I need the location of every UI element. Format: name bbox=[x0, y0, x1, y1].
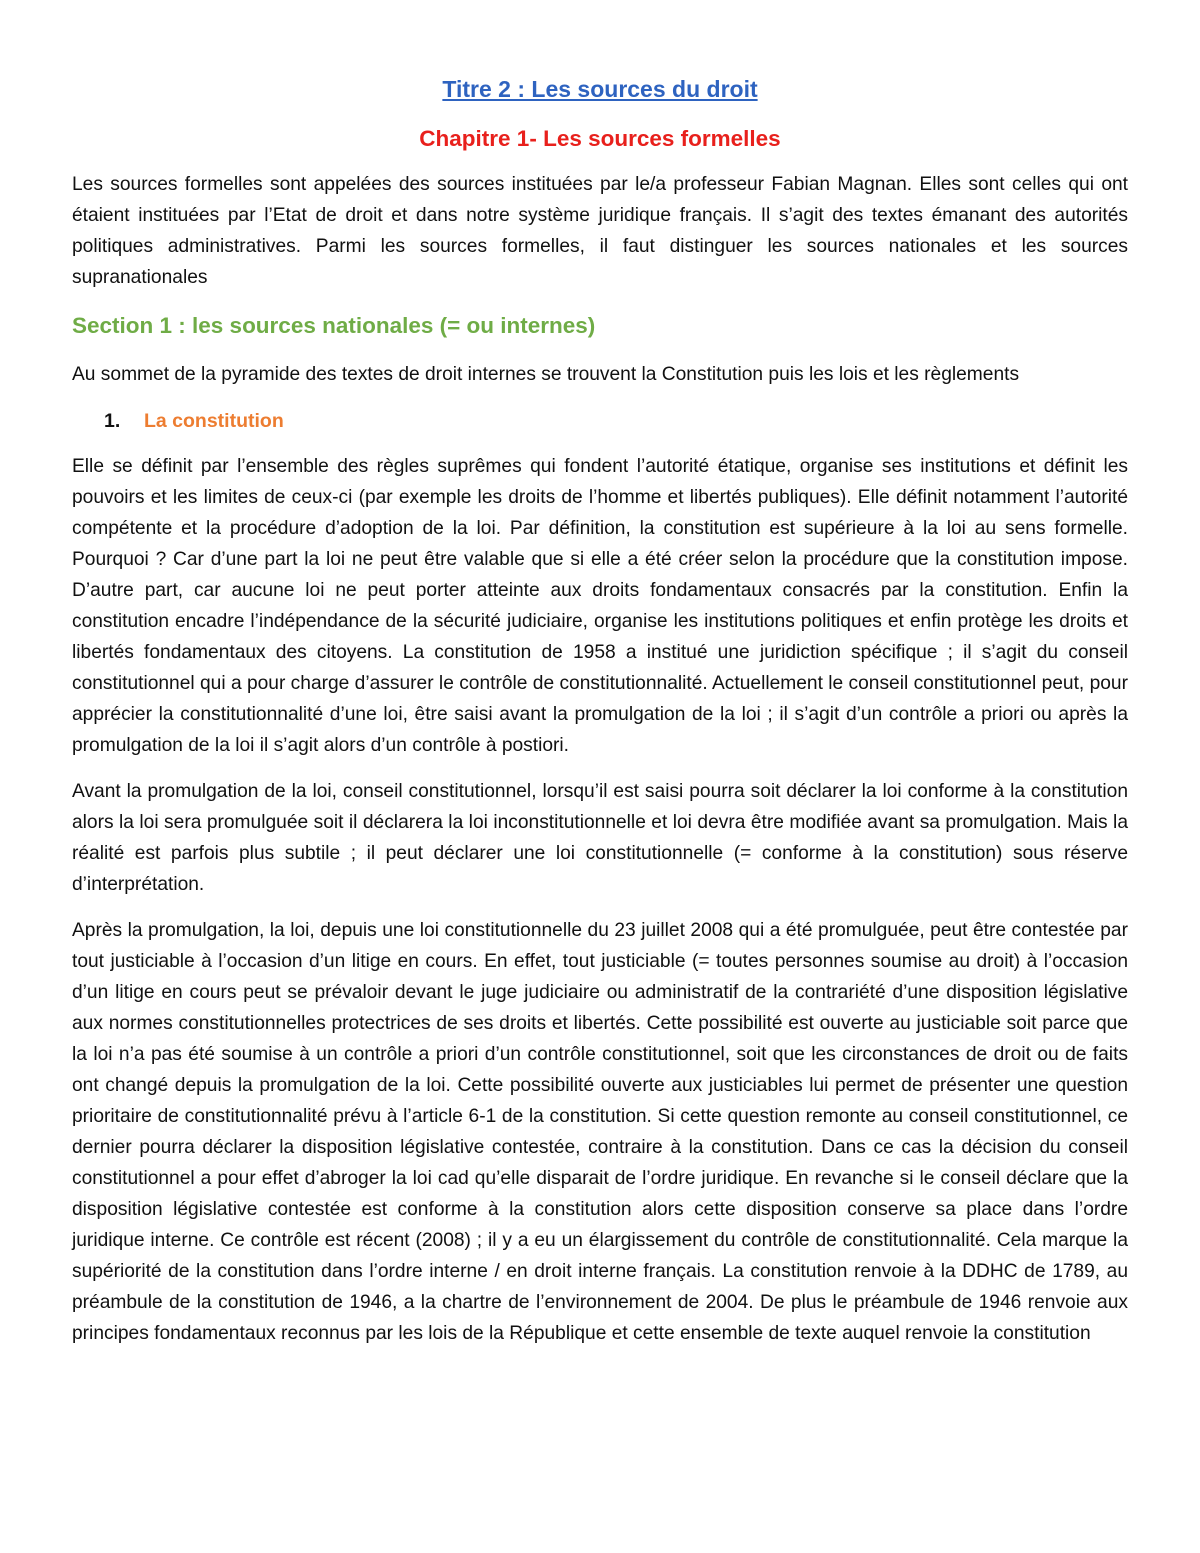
list-item bbox=[104, 406, 1128, 436]
section-intro-paragraph: Au sommet de la pyramide des textes de droit internes se trouvent la Constitution puis les lois et les règlements bbox=[72, 364, 1020, 385]
body-paragraph: Elle se définit par l’ensemble des règles suprêmes qui fondent l’autorité étatique, organise ses institutions et définit les pouvoirs et les limites de ceux-ci (par exemple les droits de l’homme et libertés publiques). Elle définit notamment l’autorité compétente et la procédure d’adoption de la loi. Par définition, la constitution est supérieure à la loi au sens formelle. Pourquoi ? Car d’une part la loi ne peut être valable que si elle a été créer selon la procédure que la constitution impose. D’autre part, car aucune loi ne peut porter atteinte aux droits fondamentaux consacrés par la constitution. Enfin la constitution encadre l’indépendance de la sécurité judiciaire, organise les institutions politiques et enfin protège les droits et libertés fondamentaux des citoyens. La constitution de 1958 a institué une juridiction spécifique ; il s’agit du conseil constitutionnel qui a pour charge d’assurer le contrôle de constitutionnalité. Actuellement le conseil constitutionnel peut, pour apprécier la constitutionnalité d’une loi, être saisi avant la promulgation de la loi ; il s’agit d’un contrôle a priori ou après la promulgation de la loi il s’agit alors d’un contrôle à postiori. bbox=[72, 456, 1128, 756]
list-heading: La constitution bbox=[144, 410, 284, 432]
section-title: Section 1 : les sources nationales (= ou internes) bbox=[72, 313, 596, 338]
list-number: 1. bbox=[104, 410, 121, 432]
document-title: Titre 2 : Les sources du droit bbox=[442, 76, 758, 102]
chapter-title: Chapitre 1- Les sources formelles bbox=[419, 126, 781, 151]
intro-paragraph: Les sources formelles sont appelées des sources instituées par le/a professeur Fabian Magnan. Elles sont celles qui ont étaient instituées par l’Etat de droit et dans notre système juridique français. Il s’agit des textes émanant des autorités politiques administratives. Parmi les sources formelles, il faut distinguer les sources nationales et les sources supranationales bbox=[72, 174, 1128, 288]
body-paragraph: Avant la promulgation de la loi, conseil constitutionnel, lorsqu’il est saisi pourra soit déclarer la loi conforme à la constitution alors la loi sera promulguée soit il déclarera la loi inconstitutionnelle et loi devra être modifiée avant sa promulgation. Mais la réalité est parfois plus subtile ; il peut déclarer une loi constitutionnelle (= conforme à la constitution) sous réserve d’interprétation. bbox=[72, 781, 1128, 895]
body-paragraph: Après la promulgation, la loi, depuis une loi constitutionnelle du 23 juillet 2008 qui a été promulguée, peut être contestée par tout justiciable à l’occasion d’un litige en cours. En effet, tout justiciable (= toutes personnes soumise au droit) à l’occasion d’un litige en cours peut se prévaloir devant le juge judiciaire ou administratif de la contrariété d’une disposition législative aux normes constitutionnelles protectrices de ses droits et libertés. Cette possibilité est ouverte au justiciable soit parce que la loi n’a pas été soumise à un contrôle a priori d’un contrôle constitutionnel, soit que les circonstances de droit ou de faits ont changé depuis la promulgation de la loi. Cette possibilité ouverte aux justiciables lui permet de présenter une question prioritaire de constitutionnalité prévu à l’article 6-1 de la constitution. Si cette question remonte au conseil constitutionnel, ce dernier pourra déclarer la disposition législative contestée, contraire à la constitution. Dans ce cas la décision du conseil constitutionnel a pour effet d’abroger la loi cad qu’elle disparait de l’ordre juridique. En revanche si le conseil déclare que la disposition législative contestée est conforme à la constitution alors cette disposition conserve sa place dans l’ordre juridique interne. Ce contrôle est récent (2008) ; il y a eu un élargissement du contrôle de constitutionnalité. Cela marque la supériorité de la constitution dans l’ordre interne / en droit interne français. La constitution renvoie à la DDHC de 1789, au préambule de la constitution de 1946, a la chartre de l’environnement de 2004. De plus le préambule de 1946 renvoie aux principes fondamentaux reconnus par les lois de la République et cette ensemble de texte auquel renvoie la constitution bbox=[72, 920, 1128, 1344]
